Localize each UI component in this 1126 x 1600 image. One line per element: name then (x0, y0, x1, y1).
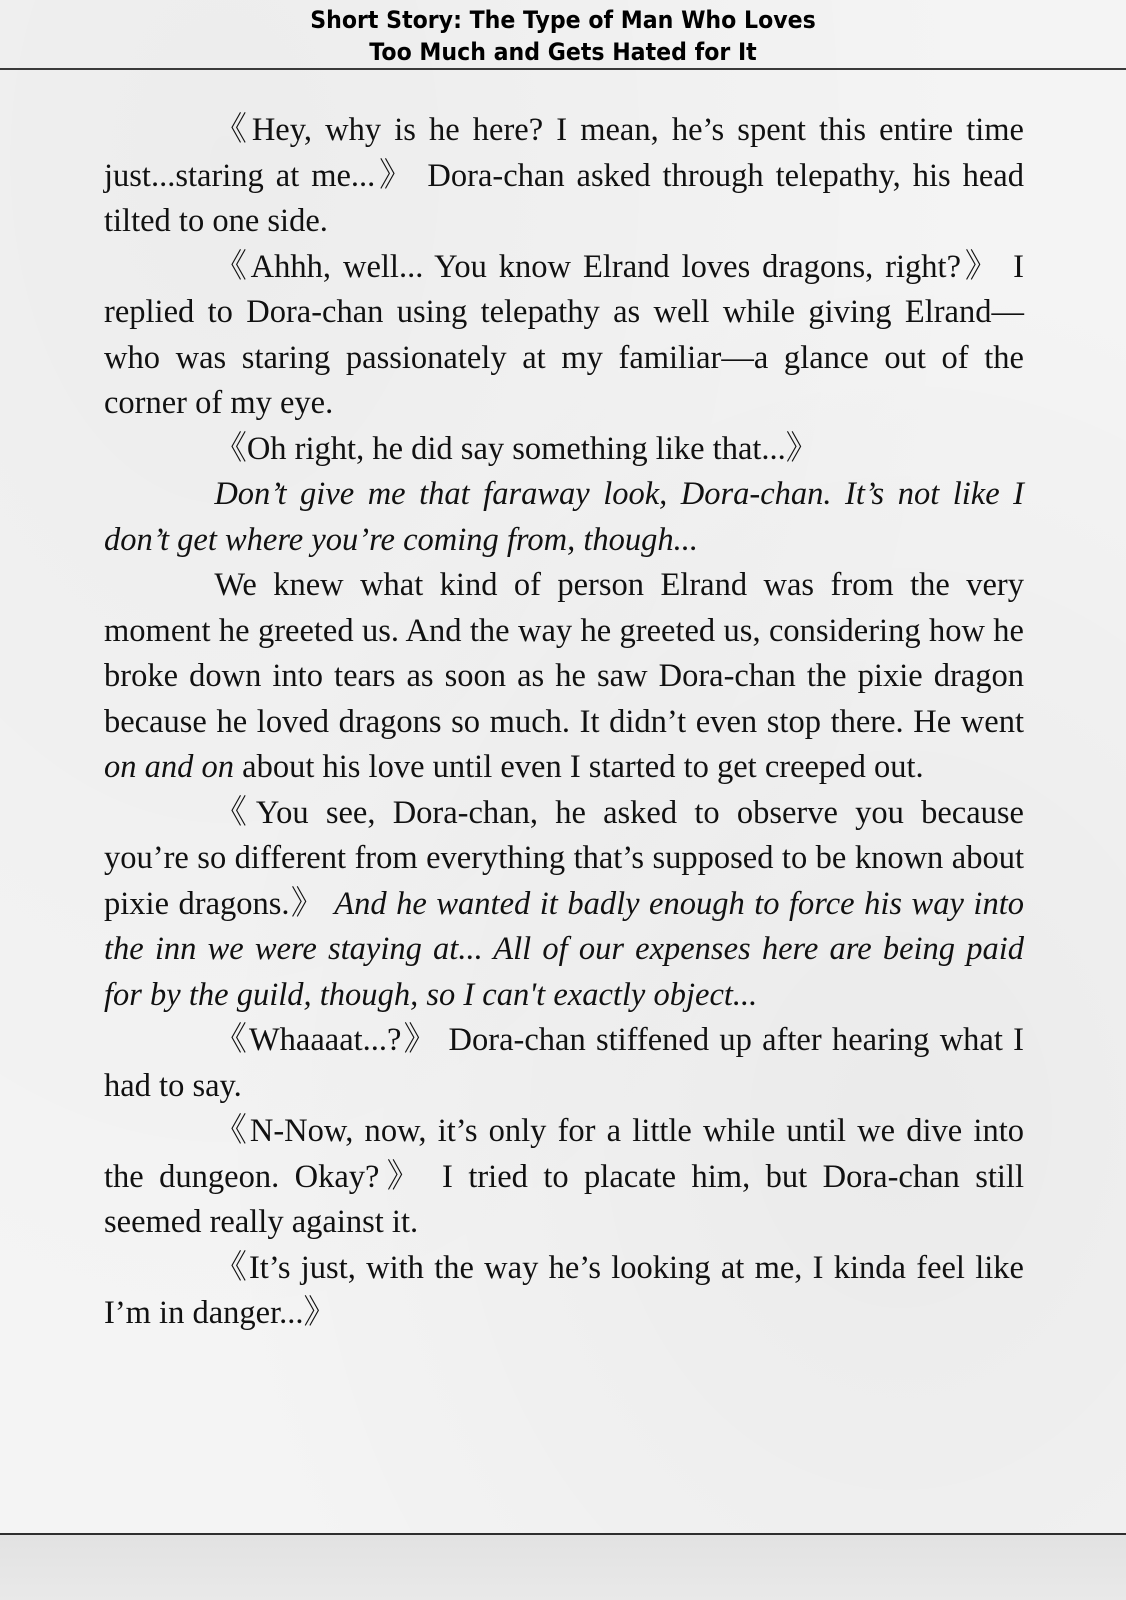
paragraph-text-italic: Don’t give me that faraway look, Dora-chan. It’s not like I don’t get where you’re coming from, though... (104, 476, 1024, 558)
paragraph-text-italic: And he wanted it badly enough to force his way into the inn we were staying at... All of our expenses here are being paid for by the guild, though, so I can't exactly object... (104, 885, 1024, 1013)
chapter-title-line-1: Short Story: The Type of Man Who Loves (310, 6, 816, 34)
paragraph-4 (104, 472, 1024, 563)
paragraph-text: 《You see, Dora-chan, he asked to observe you because you’re so different from everything that’s supposed to be known about pixie dragons.》 (104, 794, 1024, 922)
paragraph-text: 《N-Now, now, it’s only for a little while until we dive into the dungeon. Okay?》 I tried to placate him, but Dora-chan still seemed really against it. (104, 1113, 1024, 1240)
paragraph-text: 《Whaaaat...?》 Dora-chan stiffened up after hearing what I had to say. (104, 1022, 1024, 1104)
chapter-title (45, 0, 1081, 68)
paragraph-1 (104, 108, 1024, 245)
paragraph-5 (104, 563, 1024, 791)
paragraph-2 (104, 245, 1024, 427)
header-divider (0, 68, 1126, 70)
chapter-title-line-2: Too Much and Gets Hated for It (369, 38, 757, 66)
paragraph-text: We knew what kind of person Elrand was from the very moment he greeted us. And the way he greeted us, considering how he broke down into tears as soon as he saw Dora-chan the pixie dragon because he loved dragons so much. It didn’t even stop there. He went (104, 567, 1024, 740)
page-header (0, 0, 1126, 68)
paragraph-7 (104, 1018, 1024, 1109)
paragraph-text-italic: on and on (104, 749, 235, 785)
story-body (104, 108, 1024, 1337)
paragraph-text: 《Hey, why is he here? I mean, he’s spent this entire time just...staring at me...》 Dora-chan asked through telepathy, his head tilted to one side. (104, 112, 1024, 239)
paragraph-9 (104, 1246, 1024, 1337)
paragraph-text: 《Oh right, he did say something like that...》 (214, 430, 819, 467)
paragraph-text: 《It’s just, with the way he’s looking at me, I kinda feel like I’m in danger...》 (104, 1249, 1024, 1331)
paragraph-8 (104, 1109, 1024, 1246)
paragraph-text: about his love until even I started to get creeped out. (234, 749, 924, 785)
footer-band (0, 1535, 1126, 1600)
paragraph-6 (104, 791, 1024, 1019)
paragraph-3 (104, 427, 1024, 473)
paragraph-text: 《Ahhh, well... You know Elrand loves dragons, right?》 I replied to Dora-chan using telepathy as well while giving Elrand—who was staring passionately at my familiar—a glance out of the corner of my eye. (104, 248, 1024, 421)
